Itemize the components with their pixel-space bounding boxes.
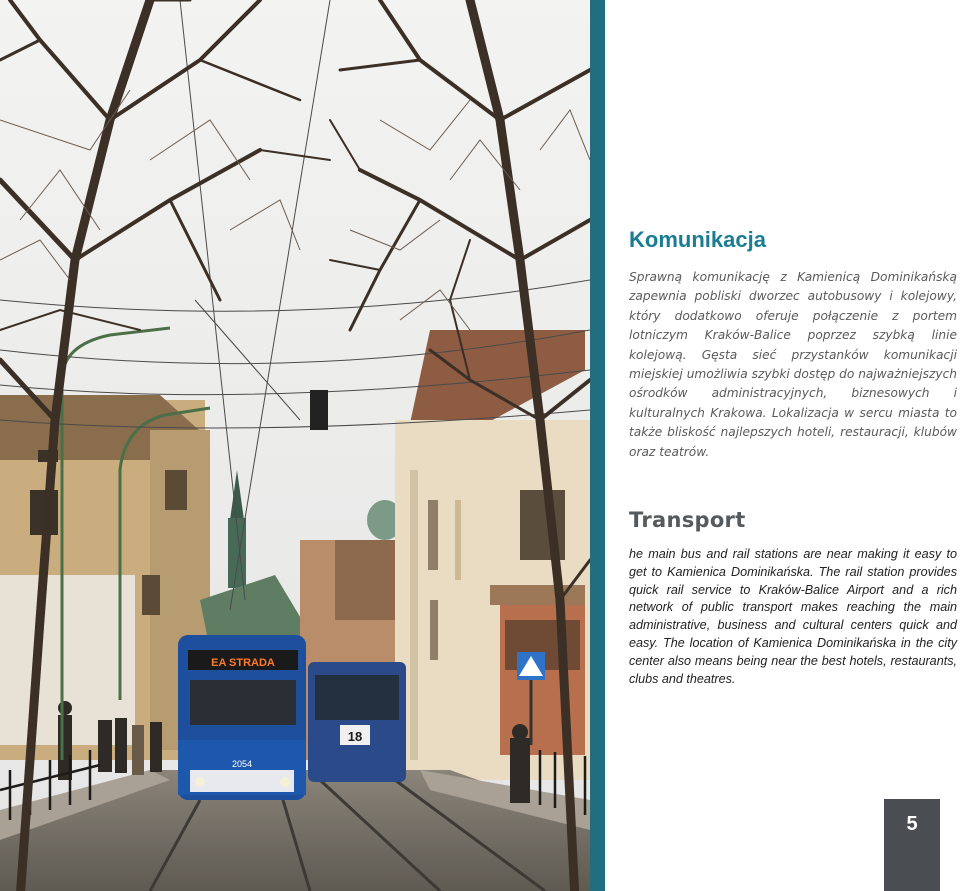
section-heading-pl: Komunikacja — [629, 227, 766, 252]
page-number: 5 — [884, 799, 940, 891]
tram-rear-number: 18 — [347, 729, 363, 744]
section-body-en: he main bus and rail stations are near making it easy to get to Kamienica Dominikańska. The rail station provides quick rail service to Kraków-Balice Airport and a rich network of public transport makes reaching the main administrative, business and cultural centers quick and easy. The location of Kamienica Dominikańska in the city center also means being near the best hotels, restaurants, clubs and theatres. — [629, 547, 957, 686]
tram-rear — [308, 662, 406, 782]
section-body-pl: Sprawną komunikację z Kamienicą Dominikańską zapewnia pobliski dworzec autobusowy i kolejowy, który dodatkowo oferuje połączenie z portem lotniczym Kraków-Balice poprzez szybką linie kolejową. Gęsta sieć przystanków komunikacji miejskiej umożliwia szybki dostęp do najważniejszych ośrodków administracyjnych, biznesowych i kulturalnych Krakowa. Lokalizacja w sercu miasta to także bliskość najlepszych hoteli, restauracji, klubów oraz teatrów. — [629, 270, 957, 459]
tram-front — [178, 635, 306, 800]
tram-front-number: 2054 — [231, 759, 253, 769]
section-heading-en: Transport — [629, 508, 746, 532]
tram-destination-sign: EA STRADA — [211, 657, 275, 669]
traffic-signal — [310, 390, 328, 430]
accent-bar — [590, 0, 605, 891]
